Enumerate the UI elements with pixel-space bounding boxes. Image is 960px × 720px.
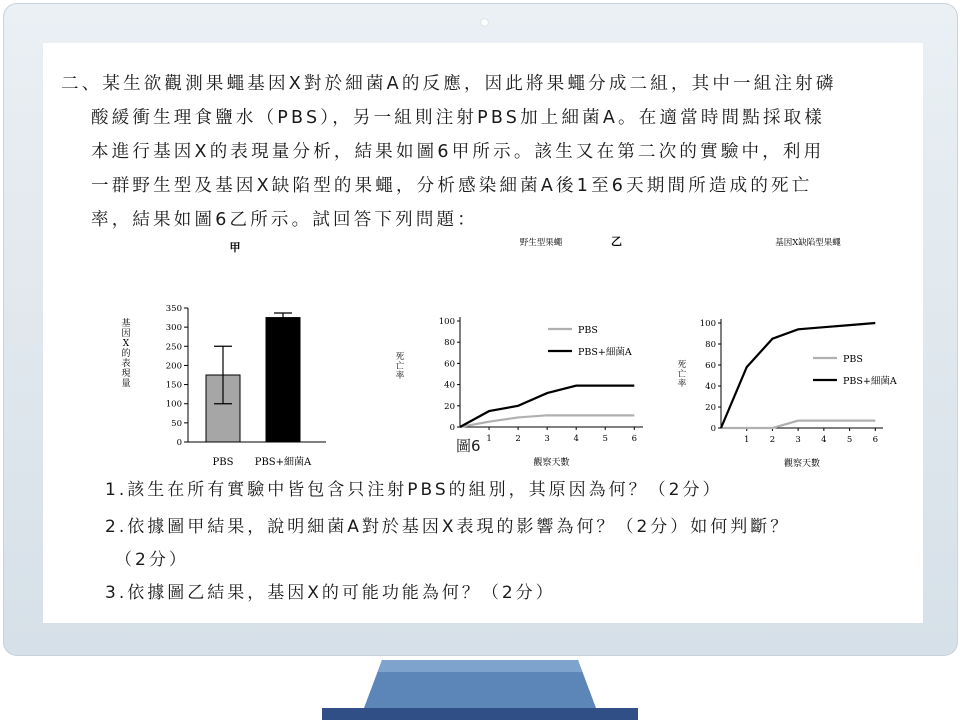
x-tick-label: 6 <box>872 435 878 445</box>
x-tick-label: 6 <box>631 434 637 444</box>
x-tick-label: PBS <box>212 457 234 468</box>
legend-label: PBS+細菌A <box>578 347 632 358</box>
chart-title: 基因X缺陷型果蠅 <box>775 238 841 248</box>
y-tick-label: 0 <box>449 423 455 433</box>
x-tick-label: 2 <box>515 434 521 444</box>
x-axis-label: 觀察天數 <box>783 459 821 469</box>
x-tick-label: PBS+細菌A <box>254 457 312 468</box>
panel-b-label: 乙 <box>611 235 622 248</box>
chart-title: 野生型果蠅 <box>519 238 563 248</box>
sub-question-2-points: （2分） <box>115 550 189 570</box>
y-axis-label: 死亡率 <box>395 352 405 381</box>
x-tick-label: 5 <box>846 435 853 445</box>
slide-screen <box>43 43 923 623</box>
x-tick-label: 4 <box>573 434 579 444</box>
camera-dot <box>481 19 488 26</box>
x-tick-label: 1 <box>744 435 750 445</box>
y-tick-label: 200 <box>165 361 182 372</box>
question-line: 酸緩衝生理食鹽水（PBS），另一組則注射PBS加上細菌A。在適當時間點採取樣 <box>91 108 826 128</box>
y-tick-label: 0 <box>710 424 716 434</box>
chart-title: 甲 <box>229 241 241 254</box>
series-line <box>460 415 634 427</box>
y-tick-label: 150 <box>165 380 182 391</box>
x-tick-label: 3 <box>544 434 550 444</box>
x-axis-label: 觀察天數 <box>533 458 570 468</box>
series-line <box>460 386 634 427</box>
sub-question-1: 1.該生在所有實驗中皆包含只注射PBS的組別，其原因為何？（2分） <box>105 480 723 500</box>
y-tick-label: 50 <box>171 418 182 429</box>
x-tick-label: 2 <box>769 435 776 445</box>
bar-chart-jia <box>121 241 326 468</box>
y-tick-label: 300 <box>165 323 182 334</box>
y-tick-label: 60 <box>705 361 716 371</box>
y-tick-label: 80 <box>705 340 716 350</box>
y-tick-label: 250 <box>165 342 182 353</box>
question-line: 本進行基因X的表現量分析，結果如圖6甲所示。該生又在第二次的實驗中，利用 <box>91 142 825 162</box>
y-tick-label: 100 <box>699 319 716 329</box>
figure-caption: 圖6 <box>456 437 481 455</box>
sub-question-3: 3.依據圖乙結果，基因X的可能功能為何？（2分） <box>105 583 556 603</box>
figure-6 <box>43 233 923 469</box>
series-line <box>721 421 875 428</box>
legend-label: PBS <box>578 325 598 336</box>
question-line: 二、某生欲觀測果蠅基因X對於細菌A的反應，因此將果蠅分成二組，其中一組注射磷 <box>61 74 837 94</box>
y-tick-label: 20 <box>705 403 716 413</box>
question-line: 一群野生型及基因X缺陷型的果蠅，分析感染細菌A後1至6天期間所造成的死亡 <box>91 176 813 196</box>
legend-label: PBS+細菌A <box>843 376 897 387</box>
x-tick-label: 1 <box>486 434 492 444</box>
x-tick-label: 4 <box>821 435 827 445</box>
bar <box>266 318 300 442</box>
y-axis-label: 死亡率 <box>677 360 687 389</box>
line-chart-wildtype <box>396 237 643 468</box>
question-line: 率，結果如圖6乙所示。試回答下列問題： <box>91 210 478 230</box>
sub-question-2: 2.依據圖甲結果，說明細菌A對於基因X表現的影響為何？（2分）如何判斷？ <box>105 517 791 537</box>
line-chart-mutant <box>678 237 897 469</box>
y-tick-label: 40 <box>444 380 455 391</box>
y-tick-label: 80 <box>444 338 455 349</box>
y-tick-label: 100 <box>165 399 182 410</box>
y-tick-label: 20 <box>444 401 455 412</box>
y-tick-label: 350 <box>165 304 182 314</box>
question-text <box>61 67 911 237</box>
y-tick-label: 40 <box>705 382 716 392</box>
legend-label: PBS <box>843 354 863 365</box>
y-axis-label: 基因 X 的表現量 <box>121 319 131 389</box>
y-tick-label: 0 <box>176 438 182 448</box>
monitor-frame <box>3 3 958 656</box>
x-tick-label: 5 <box>602 434 608 444</box>
y-tick-label: 100 <box>438 317 455 327</box>
y-tick-label: 60 <box>444 359 455 370</box>
x-tick-label: 3 <box>795 435 801 445</box>
